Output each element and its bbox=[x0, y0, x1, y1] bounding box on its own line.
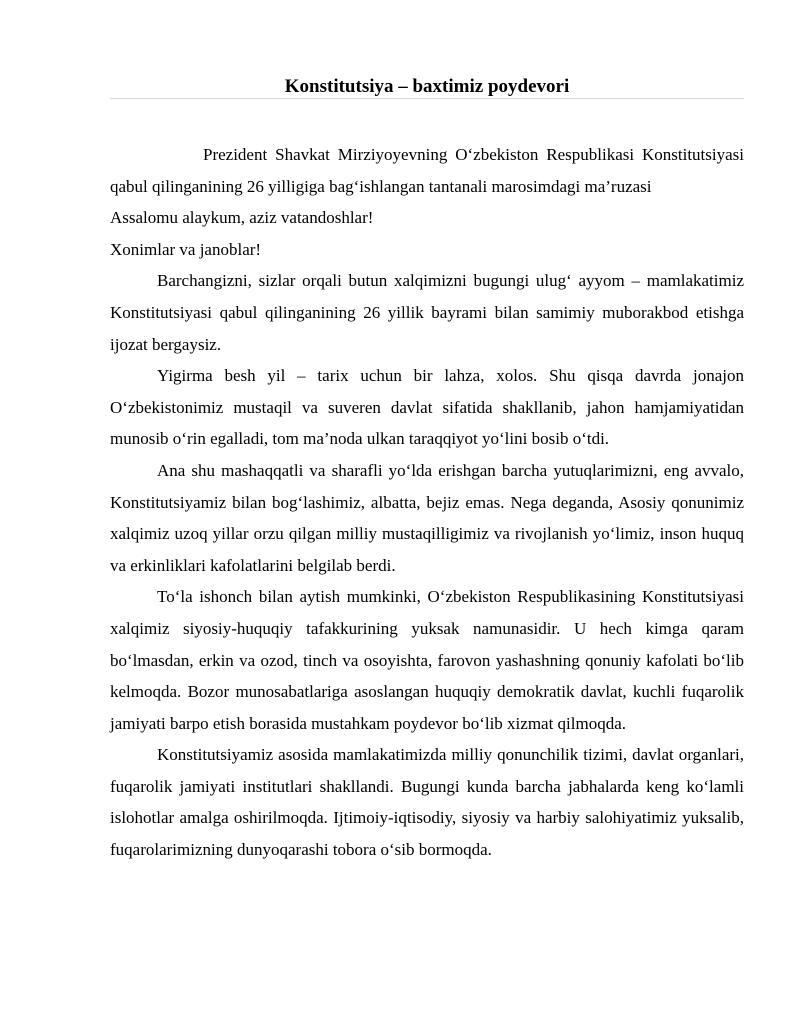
document-body bbox=[110, 139, 744, 866]
paragraph: Barchangizni, sizlar orqali butun xalqimizni bugungi ulug‘ ayyom – mamlakatimiz Konstitutsiyasi qabul qilinganining 26 yillik bayrami bilan samimiy muborakbod etishga ijozat bergaysiz. bbox=[110, 271, 744, 354]
paragraph: Yigirma besh yil – tarix uchun bir lahza, xolos. Shu qisqa davrda jonajon O‘zbekistonimiz mustaqil va suveren davlat sifatida shakllanib, jahon hamjamiyatidan munosib o‘rin egalladi, tom ma’noda ulkan taraqqiyot yo‘lini bosib o‘tdi. bbox=[110, 366, 744, 449]
title-divider bbox=[110, 98, 744, 99]
address-line: Xonimlar va janoblar! bbox=[110, 239, 262, 259]
document-title: Konstitutsiya – baxtimiz poydevori bbox=[284, 76, 570, 97]
speech-subtitle: Prezident Shavkat Mirziyoyevning O‘zbekiston Respublikasi Konstitutsiyasi qabul qilinganining 26 yilligiga bag‘ishlangan tantanali marosimdagi ma’ruzasi bbox=[110, 145, 744, 196]
paragraph: To‘la ishonch bilan aytish mumkinki, O‘zbekiston Respublikasining Konstitutsiyasi xalqimiz siyosiy-huquqiy tafakkurining yuksak namunasidir. U hech kimga qaram bo‘lmasdan, erkin va ozod, tinch va osoyishta, farovon yashashning qonuniy kafolati bo‘lib kelmoqda. Bozor munosabatlariga asoslangan huquqiy demokratik davlat, kuchli fuqarolik jamiyati barpo etish borasida mustahkam poydevor bo‘lib xizmat qilmoqda. bbox=[110, 587, 744, 733]
paragraph: Ana shu mashaqqatli va sharafli yo‘lda erishgan barcha yutuqlarimizni, eng avvalo, Konstitutsiyamiz bilan bog‘lashimiz, albatta, bejiz emas. Nega deganda, Asosiy qonunimiz xalqimiz uzoq yillar orzu qilgan milliy mustaqilligimiz va rivojlanish yo‘limiz, inson huquq va erkinliklari kafolatlarini belgilab berdi. bbox=[110, 460, 744, 575]
greeting-line: Assalomu alaykum, aziz vatandoshlar! bbox=[110, 208, 374, 228]
paragraph: Konstitutsiyamiz asosida mamlakatimizda milliy qonunchilik tizimi, davlat organlari, fuqarolik jamiyati institutlari shakllandi. Bugungi kunda barcha jabhalarda keng ko‘lamli islohotlar amalga oshirilmoqda. Ijtimoiy-iqtisodiy, siyosiy va harbiy salohiyatimiz yuksalib, fuqarolarimizning dunyoqarashi tobora o‘sib bormoqda. bbox=[110, 745, 744, 860]
